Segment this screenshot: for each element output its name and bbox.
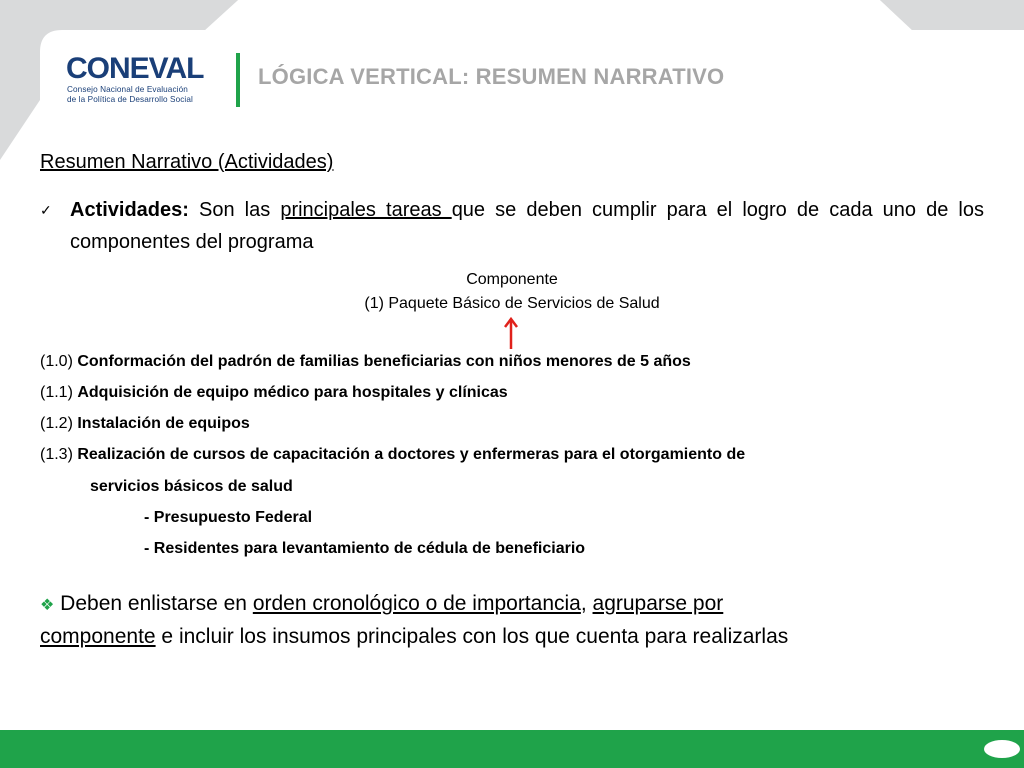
coneval-wordmark: [66, 52, 212, 82]
listing-guidance: [40, 588, 984, 652]
checkmark-icon: ✓: [40, 202, 52, 218]
activities-text-post: que se deben cumplir para el logro de cada uno de los componentes del programa: [70, 199, 984, 253]
guidance-underlined-2a: agruparse por: [592, 592, 724, 615]
guidance-text-pre: Deben enlistarse en: [54, 592, 253, 615]
coneval-logo: [66, 52, 216, 112]
svg-text:CONEVAL: CONEVAL: [66, 52, 204, 82]
guidance-underlined-1: orden cronológico o de importancia: [252, 592, 581, 615]
sub-item: - Residentes para levantamiento de cédula de beneficiario: [144, 540, 586, 557]
section-heading: Resumen Narrativo (Actividades): [40, 151, 334, 173]
activities-text-underlined: principales tareas: [280, 199, 452, 221]
logo-subtitle: [67, 85, 217, 104]
up-arrow-icon: [503, 316, 519, 350]
diamond-bullet-icon: ❖: [40, 597, 55, 614]
title-divider: [236, 53, 240, 107]
activity-continuation: servicios básicos de salud: [90, 478, 293, 495]
list-item: [40, 381, 508, 405]
footer-bar: [0, 730, 1024, 768]
logo-subtitle-line1: Consejo Nacional de Evaluación: [67, 85, 188, 94]
activity-text: Conformación del padrón de familias beneficiarias con niños menores de 5 años: [77, 353, 691, 370]
activity-text: Adquisición de equipo médico para hospitales y clínicas: [77, 384, 508, 401]
activities-text-pre: Son las: [188, 199, 281, 221]
activity-number: (1.2): [40, 415, 78, 432]
page-title: LÓGICA VERTICAL: RESUMEN NARRATIVO: [258, 64, 725, 89]
list-item: [40, 350, 691, 374]
guidance-text-mid: ,: [580, 592, 593, 615]
activity-number: (1.0): [40, 353, 78, 370]
activity-number: (1.3): [40, 446, 78, 463]
activity-text: Instalación de equipos: [77, 415, 250, 432]
component-title: Componente: [466, 271, 558, 288]
guidance-underlined-2b: componente: [40, 625, 156, 648]
list-item: [40, 443, 745, 467]
activities-definition-text: [70, 194, 984, 258]
guidance-text-post: e incluir los insumos principales con los que cuenta para realizarlas: [155, 625, 789, 648]
logo-subtitle-line2: de la Política de Desarrollo Social: [67, 94, 193, 104]
activity-text: Realización de cursos de capacitación a doctores y enfermeras para el otorgamiento de: [77, 446, 746, 463]
sub-item: - Presupuesto Federal: [144, 509, 313, 526]
activity-number: (1.1): [40, 384, 78, 401]
activities-label: Actividades:: [70, 199, 189, 221]
activities-definition: [40, 194, 984, 258]
list-item: [40, 412, 250, 436]
component-label: [262, 268, 762, 316]
component-name: (1) Paquete Básico de Servicios de Salud: [364, 295, 660, 312]
footer-oval-shape: [984, 740, 1020, 758]
